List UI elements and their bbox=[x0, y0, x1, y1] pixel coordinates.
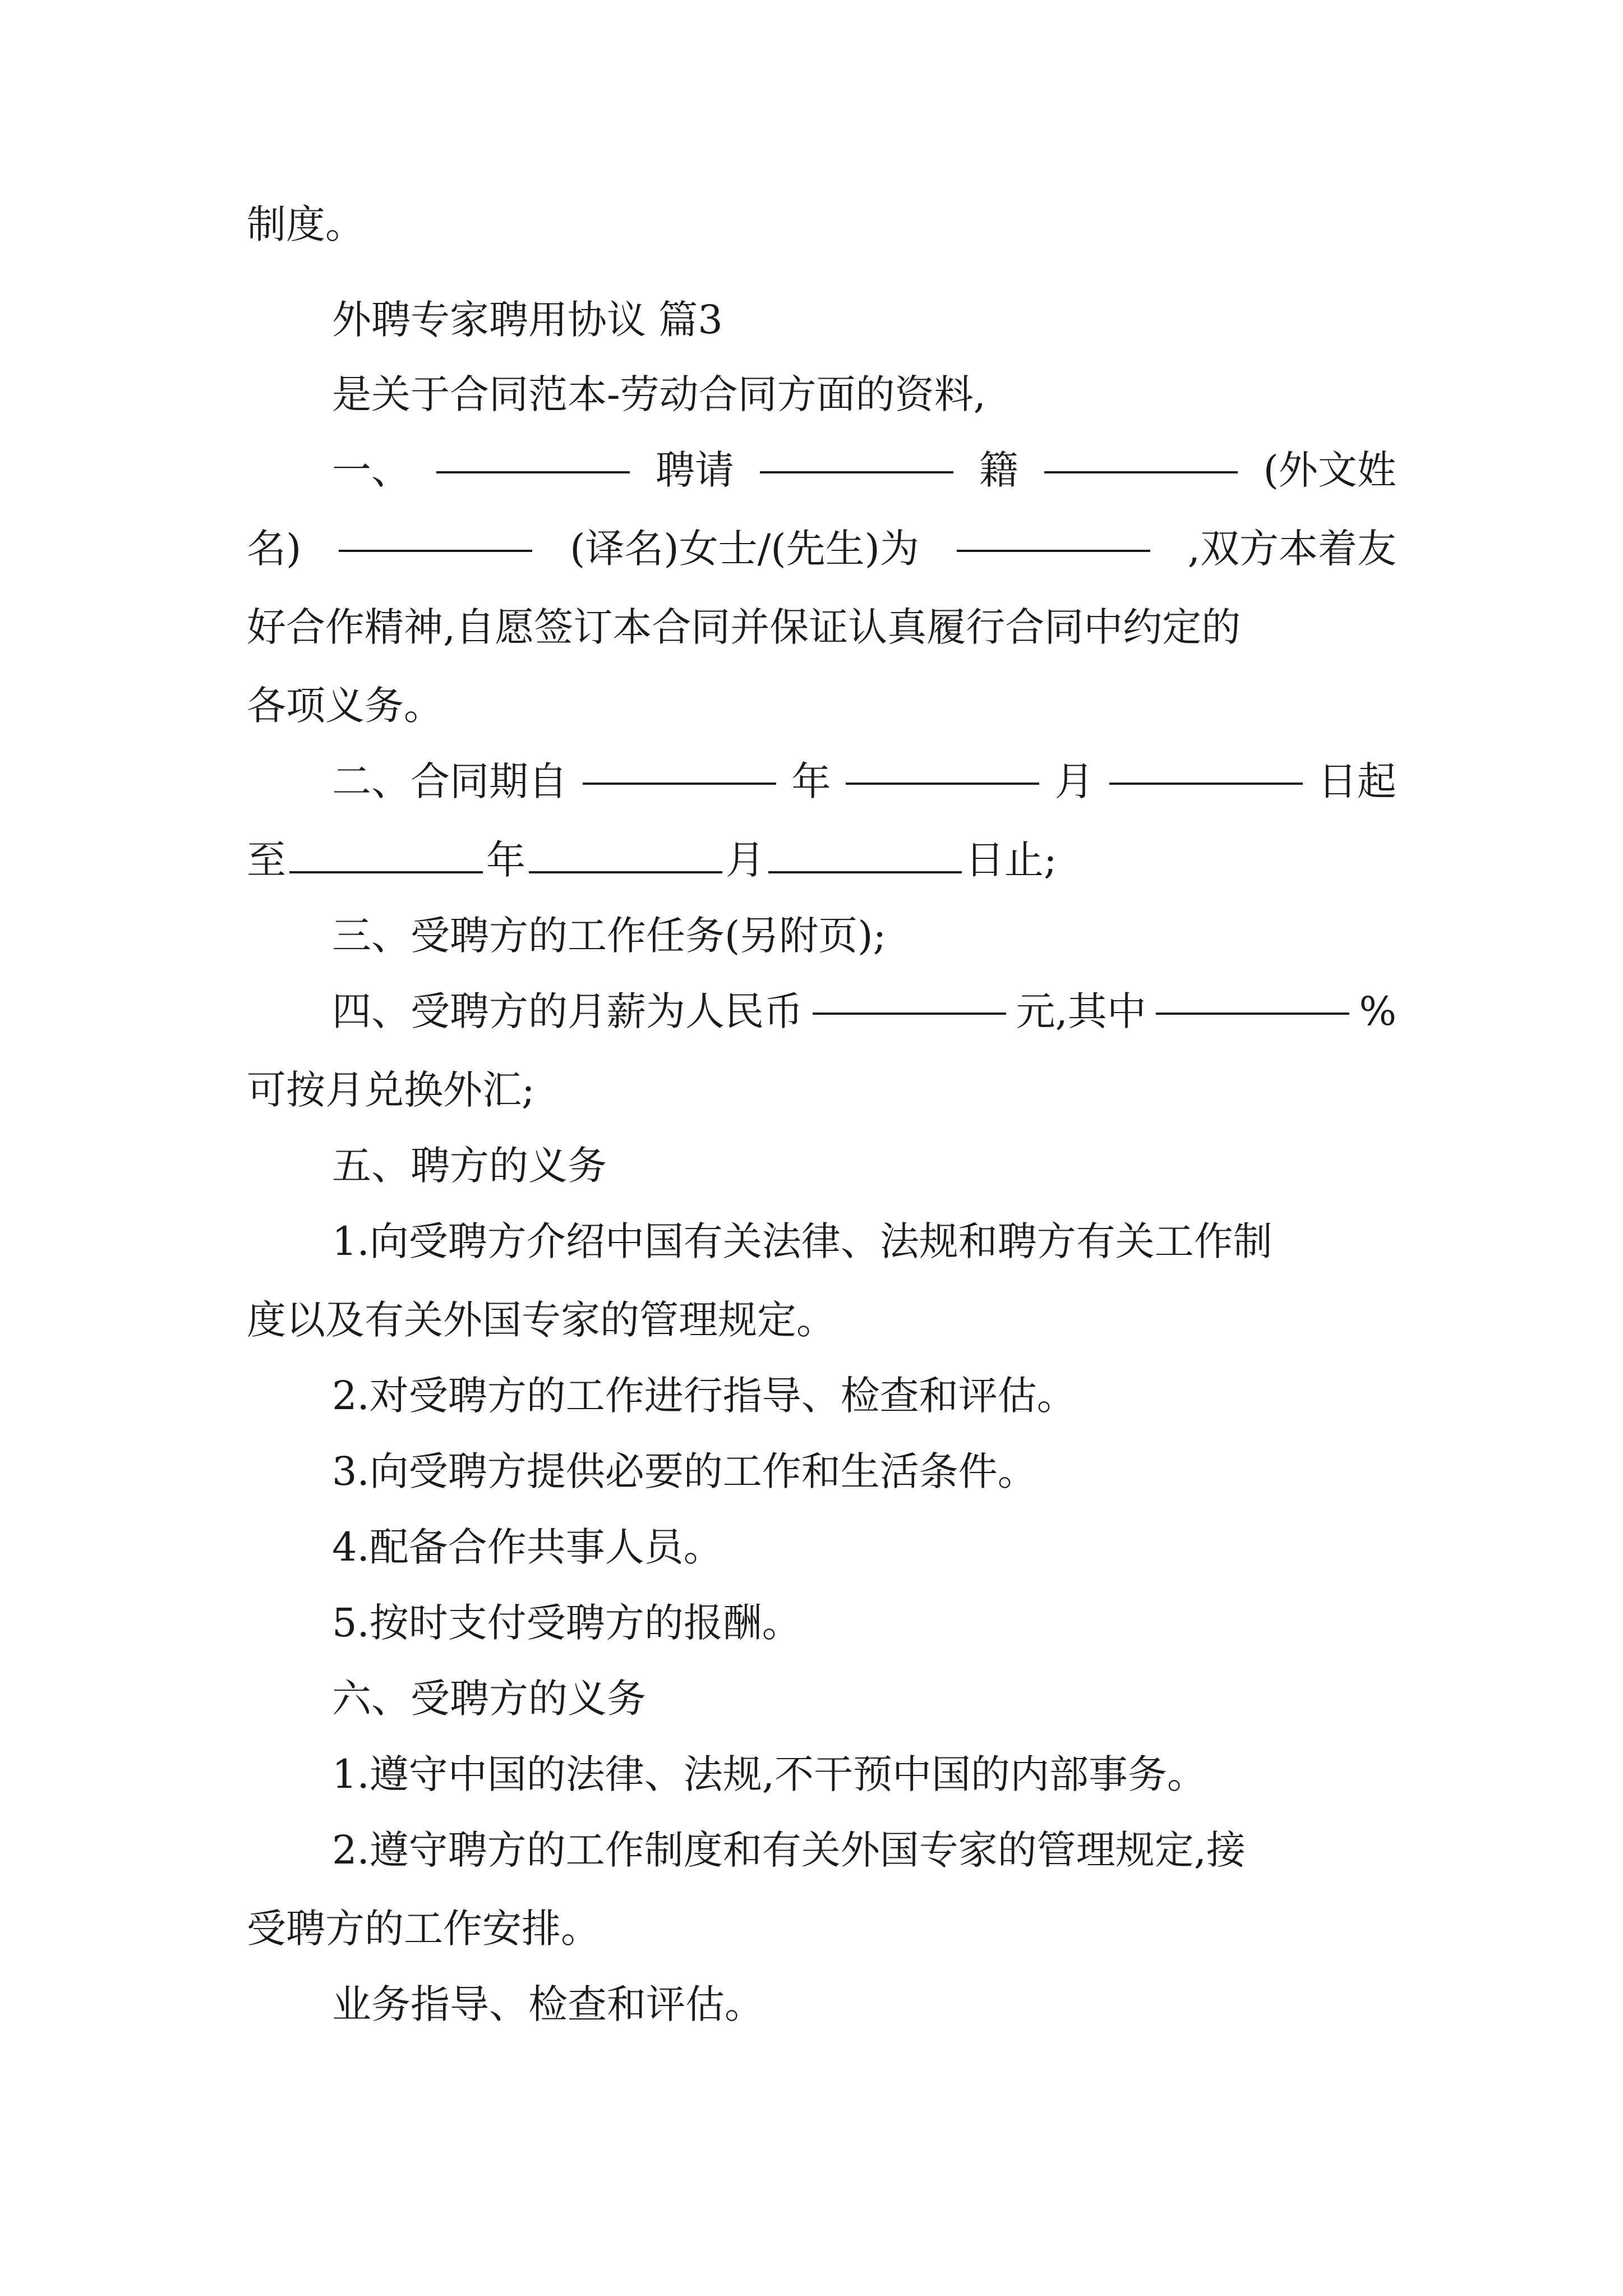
section-heading: 六、受聘方的义务 bbox=[332, 1676, 646, 1722]
fill-blank bbox=[846, 778, 1039, 785]
clause-text: 至 bbox=[247, 837, 286, 883]
clause-line bbox=[247, 512, 1396, 585]
text-line: 是关于合同范本-劳动合同方面的资料, bbox=[332, 371, 986, 417]
fill-blank bbox=[529, 867, 722, 873]
text-line: 可按月兑换外汇; bbox=[247, 1067, 535, 1113]
fill-blank bbox=[760, 467, 953, 473]
clause-text: (译名)女士/(先生)为 bbox=[570, 526, 919, 572]
fill-blank bbox=[1109, 778, 1303, 785]
text-line: 制度。 bbox=[247, 201, 365, 247]
list-item: 2.对受聘方的工作进行指导、检查和评估。 bbox=[332, 1373, 1076, 1419]
clause-text: 名) bbox=[247, 526, 302, 572]
list-item: 4.配备合作共事人员。 bbox=[332, 1524, 723, 1570]
list-item: 1.向受聘方介绍中国有关法律、法规和聘方有关工作制 bbox=[332, 1218, 1272, 1264]
list-item: 2.遵守聘方的工作制度和有关外国专家的管理规定,接 bbox=[332, 1827, 1246, 1873]
text-line: 各项义务。 bbox=[247, 683, 443, 729]
clause-text: 月 bbox=[726, 837, 765, 883]
text-line: 度以及有关外国专家的管理规定。 bbox=[247, 1297, 836, 1343]
list-item: 3.向受聘方提供必要的工作和生活条件。 bbox=[332, 1448, 1037, 1494]
fill-blank bbox=[813, 1008, 1006, 1015]
clause-text: 月 bbox=[1054, 758, 1094, 804]
clause-text: (外文姓 bbox=[1263, 447, 1396, 493]
clause-text: 四、受聘方的月薪为人民币 bbox=[332, 988, 803, 1034]
text-line: 好合作精神,自愿签订本合同并保证认真履行合同中约定的 bbox=[247, 604, 1241, 650]
fill-blank bbox=[436, 467, 630, 473]
clause-text: 籍 bbox=[979, 447, 1018, 493]
clause-text: 日起 bbox=[1317, 758, 1396, 804]
clause-line bbox=[247, 434, 1396, 507]
clause-text: % bbox=[1359, 988, 1396, 1034]
section-heading: 五、聘方的义务 bbox=[332, 1143, 607, 1189]
clause-line bbox=[247, 975, 1396, 1048]
section-heading: 外聘专家聘用协议 篇3 bbox=[332, 297, 723, 343]
text-line: 三、受聘方的工作任务(另附页); bbox=[332, 913, 887, 959]
clause-line bbox=[247, 823, 1396, 896]
clause-text: 一、 bbox=[332, 447, 411, 493]
clause-text: ,双方本着友 bbox=[1187, 526, 1396, 572]
fill-blank bbox=[957, 545, 1150, 552]
clause-text: 年 bbox=[486, 837, 525, 883]
fill-blank bbox=[1156, 1008, 1349, 1015]
clause-text: 聘请 bbox=[655, 447, 734, 493]
fill-blank bbox=[583, 778, 776, 785]
clause-line bbox=[247, 745, 1396, 818]
fill-blank bbox=[289, 867, 483, 873]
clause-text: 二、合同期自 bbox=[332, 758, 568, 804]
text-line: 业务指导、检查和评估。 bbox=[332, 1981, 764, 2027]
fill-blank bbox=[339, 545, 532, 552]
clause-text: 元,其中 bbox=[1016, 988, 1146, 1034]
fill-blank bbox=[1044, 467, 1238, 473]
list-item: 1.遵守中国的法律、法规,不干预中国的内部事务。 bbox=[332, 1751, 1207, 1797]
text-line: 受聘方的工作安排。 bbox=[247, 1906, 600, 1952]
clause-text: 年 bbox=[791, 758, 831, 804]
list-item: 5.按时支付受聘方的报酬。 bbox=[332, 1600, 801, 1646]
fill-blank bbox=[768, 867, 962, 873]
clause-text: 日止; bbox=[965, 837, 1057, 883]
